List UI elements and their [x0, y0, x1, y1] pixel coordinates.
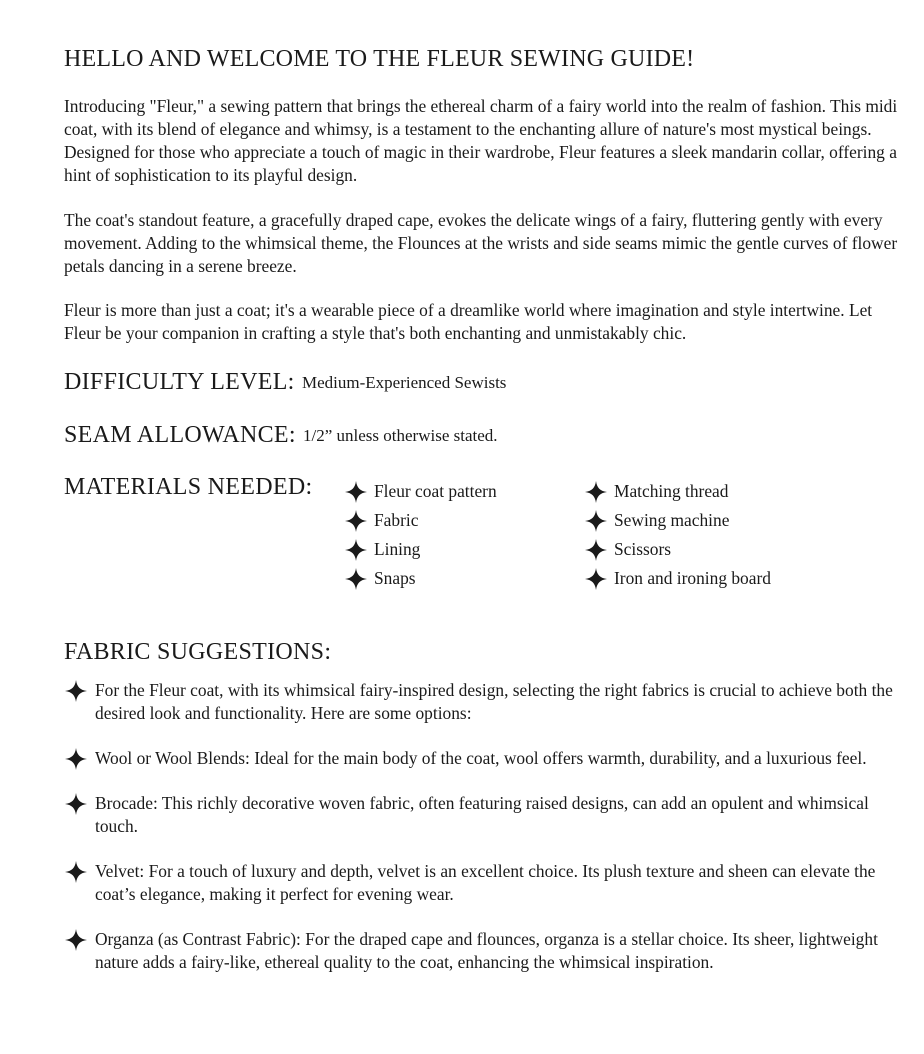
materials-list-item — [344, 506, 497, 535]
intro-paragraph-3: Fleur is more than just a coat; it's a wearable piece of a dreamlike world where imagination and style intertwine. Let Fleur be your companion in crafting a style that's both enchanting and unmistakably chic. — [64, 300, 873, 343]
materials-list-column-2 — [584, 477, 771, 593]
materials-list-item — [584, 506, 771, 535]
four-point-star-icon — [584, 538, 608, 562]
fabric-suggestions-label: FABRIC SUGGESTIONS: — [64, 639, 332, 665]
four-point-star-icon — [344, 509, 368, 533]
materials-label: MATERIALS NEEDED: — [64, 474, 313, 500]
materials-list-item — [584, 477, 771, 506]
page-title: HELLO AND WELCOME TO THE FLEUR SEWING GUIDE! — [64, 46, 695, 72]
fabric-suggestion-item — [64, 679, 904, 725]
materials-item-label: Matching thread — [614, 481, 729, 501]
materials-list-item — [344, 535, 497, 564]
difficulty-label: DIFFICULTY LEVEL: — [64, 369, 295, 395]
four-point-star-icon — [64, 792, 88, 816]
materials-item-label: Scissors — [614, 539, 672, 559]
intro-paragraph-1: Introducing "Fleur," a sewing pattern that brings the ethereal charm of a fairy world into the realm of fashion. This midi coat, with its blend of elegance and whimsy, is a testament to the enchanting allure of nature's most mystical beings. Designed for those who appreciate a touch of magic in their wardrobe, Fleur features a sleek mandarin collar, offering a hint of sophistication to its playful design. — [64, 96, 898, 185]
fabric-suggestion-text: Brocade: This richly decorative woven fabric, often featuring raised designs, can add an opulent and whimsical touch. — [95, 793, 869, 836]
materials-item-label: Fleur coat pattern — [374, 481, 497, 501]
fabric-suggestion-item — [64, 747, 904, 770]
four-point-star-icon — [64, 928, 88, 952]
four-point-star-icon — [64, 679, 88, 703]
materials-item-label: Sewing machine — [614, 510, 730, 530]
fabric-suggestion-item — [64, 928, 904, 974]
materials-item-label: Fabric — [374, 510, 419, 530]
fabric-suggestion-text: For the Fleur coat, with its whimsical fairy-inspired design, selecting the right fabrics is crucial to achieve both the desired look and functionality. Here are some options: — [95, 680, 893, 723]
fabric-suggestion-text: Wool or Wool Blends: Ideal for the main body of the coat, wool offers warmth, durability, and a luxurious feel. — [95, 748, 867, 768]
fabric-suggestion-item — [64, 792, 904, 838]
fabric-suggestions-list — [64, 679, 904, 996]
seam-allowance-label: SEAM ALLOWANCE: — [64, 422, 296, 448]
materials-list-item — [584, 564, 771, 593]
four-point-star-icon — [584, 480, 608, 504]
intro-paragraph-2: The coat's standout feature, a gracefully draped cape, evokes the delicate wings of a fairy, fluttering gently with every movement. Adding to the whimsical theme, the Flounces at the wrists and side seams mimic the gentle curves of flower petals dancing in a serene breeze. — [64, 210, 898, 276]
difficulty-value: Medium-Experienced Sewists — [302, 373, 507, 392]
four-point-star-icon — [584, 567, 608, 591]
four-point-star-icon — [344, 538, 368, 562]
materials-item-label: Snaps — [374, 568, 416, 588]
four-point-star-icon — [64, 860, 88, 884]
seam-allowance-value: 1/2” unless otherwise stated. — [303, 426, 498, 445]
four-point-star-icon — [344, 480, 368, 504]
four-point-star-icon — [64, 747, 88, 771]
materials-item-label: Iron and ironing board — [614, 568, 771, 588]
materials-list-item — [344, 477, 497, 506]
materials-item-label: Lining — [374, 539, 421, 559]
fabric-suggestion-text: Velvet: For a touch of luxury and depth, velvet is an excellent choice. Its plush texture and sheen can elevate the coat’s elegance, making it perfect for evening wear. — [95, 861, 876, 904]
fabric-suggestion-text: Organza (as Contrast Fabric): For the draped cape and flounces, organza is a stellar choice. Its sheer, lightweight nature adds a fairy-like, ethereal quality to the coat, enhancing the whimsical inspiration. — [95, 929, 878, 972]
materials-list-item — [584, 535, 771, 564]
four-point-star-icon — [344, 567, 368, 591]
materials-list-item — [344, 564, 497, 593]
materials-list-column-1 — [344, 477, 497, 593]
fabric-suggestion-item — [64, 860, 904, 906]
four-point-star-icon — [584, 509, 608, 533]
